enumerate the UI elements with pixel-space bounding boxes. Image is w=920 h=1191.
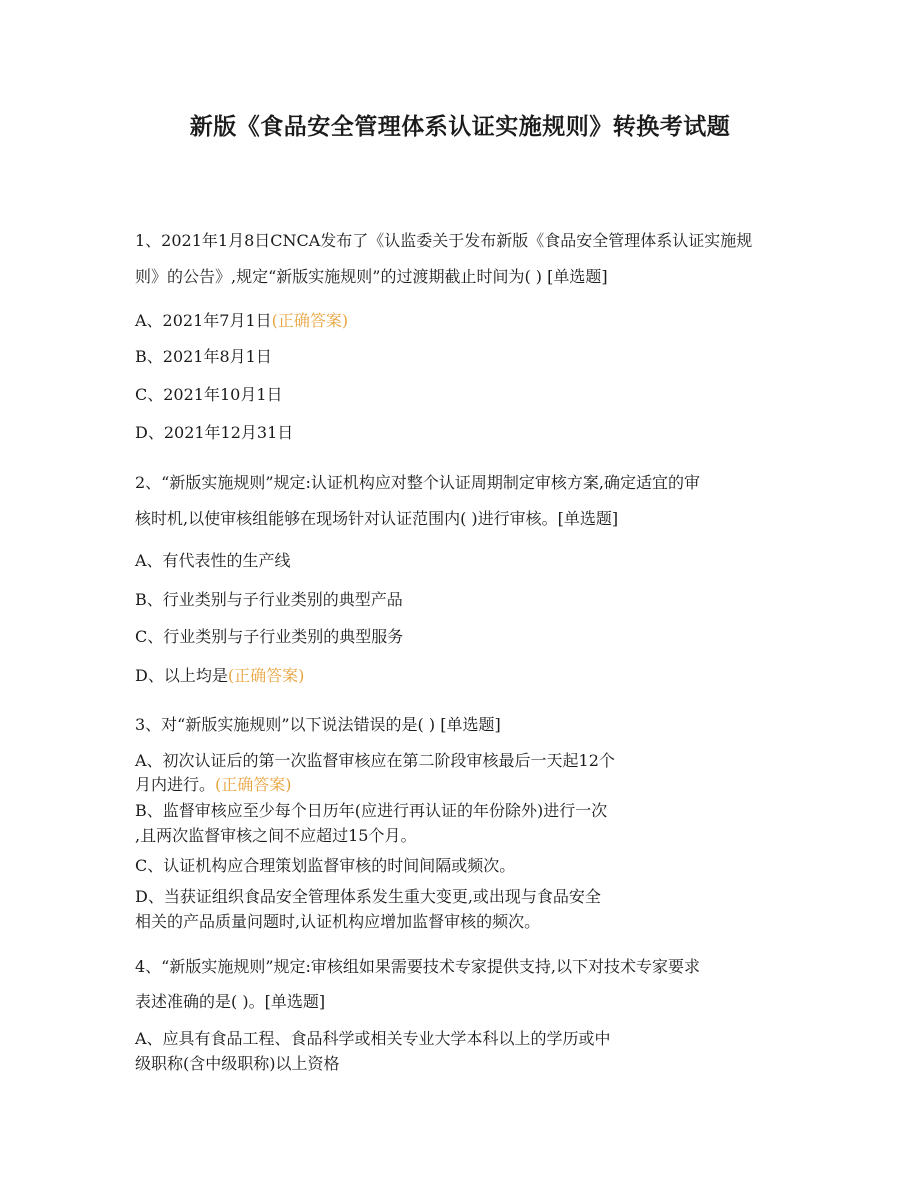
correct-answer-mark: (正确答案) [215,775,292,794]
q4-stem-line-1: 4、“新版实施规则”规定:审核组如果需要技术专家提供支持,以下对技术专家要求 [135,957,701,976]
correct-answer-mark: (正确答案) [227,666,305,685]
q2-option-b: B、行业类别与子行业类别的典型产品 [135,590,403,609]
option-text: 月内进行。 [135,775,216,794]
q2-stem-line-2: 核时机,以使审核组能够在现场针对认证范围内( )进行审核。[单选题] [135,509,619,528]
q3-option-d-line-2: 相关的产品质量问题时,认证机构应增加监督审核的频次。 [135,912,541,931]
q3-option-b-line-1: B、监督审核应至少每个日历年(应进行再认证的年份除外)进行一次 [135,801,608,820]
q1-option-a [135,310,348,332]
q3-stem-line-1: 3、对“新版实施规则”以下说法错误的是( ) [单选题] [135,715,501,734]
q3-option-a-line-1: A、初次认证后的第一次监督审核应在第二阶段审核最后一天起12个 [135,751,615,770]
q1-option-d: D、2021年12月31日 [135,423,294,442]
q4-stem-line-2: 表述准确的是( )。[单选题] [135,992,326,1011]
option-text: D、以上均是 [135,666,228,685]
q3-option-b-line-2: ,且两次监督审核之间不应超过15个月。 [135,826,417,845]
document-title: 新版《食品安全管理体系认证实施规则》转换考试题 [189,114,731,140]
q1-option-b: B、2021年8月1日 [135,347,272,366]
q1-stem-line-2: 则》的公告》,规定“新版实施规则”的过渡期截止时间为( ) [单选题] [135,267,608,286]
q3-option-c: C、认证机构应合理策划监督审核的时间间隔或频次。 [135,856,516,875]
correct-answer-mark: (正确答案) [271,311,349,330]
q4-option-a-line-1: A、应具有食品工程、食品科学或相关专业大学本科以上的学历或中 [135,1029,611,1048]
q3-option-d-line-1: D、当获证组织食品安全管理体系发生重大变更,或出现与食品安全 [135,887,601,906]
q4-option-a-line-2: 级职称(含中级职称)以上资格 [135,1054,340,1073]
q2-option-c: C、行业类别与子行业类别的典型服务 [135,627,404,646]
q2-option-d [135,665,304,687]
option-text: A、2021年7月1日 [135,311,272,330]
q3-option-a-line-2 [135,774,292,796]
q1-option-c: C、2021年10月1日 [135,385,283,404]
q2-option-a: A、有代表性的生产线 [135,551,291,570]
q1-stem-line-1: 1、2021年1月8日CNCA发布了《认监委关于发布新版《食品安全管理体系认证实施规 [135,231,753,250]
q2-stem-line-1: 2、“新版实施规则”规定:认证机构应对整个认证周期制定审核方案,确定适宜的审 [135,473,701,492]
